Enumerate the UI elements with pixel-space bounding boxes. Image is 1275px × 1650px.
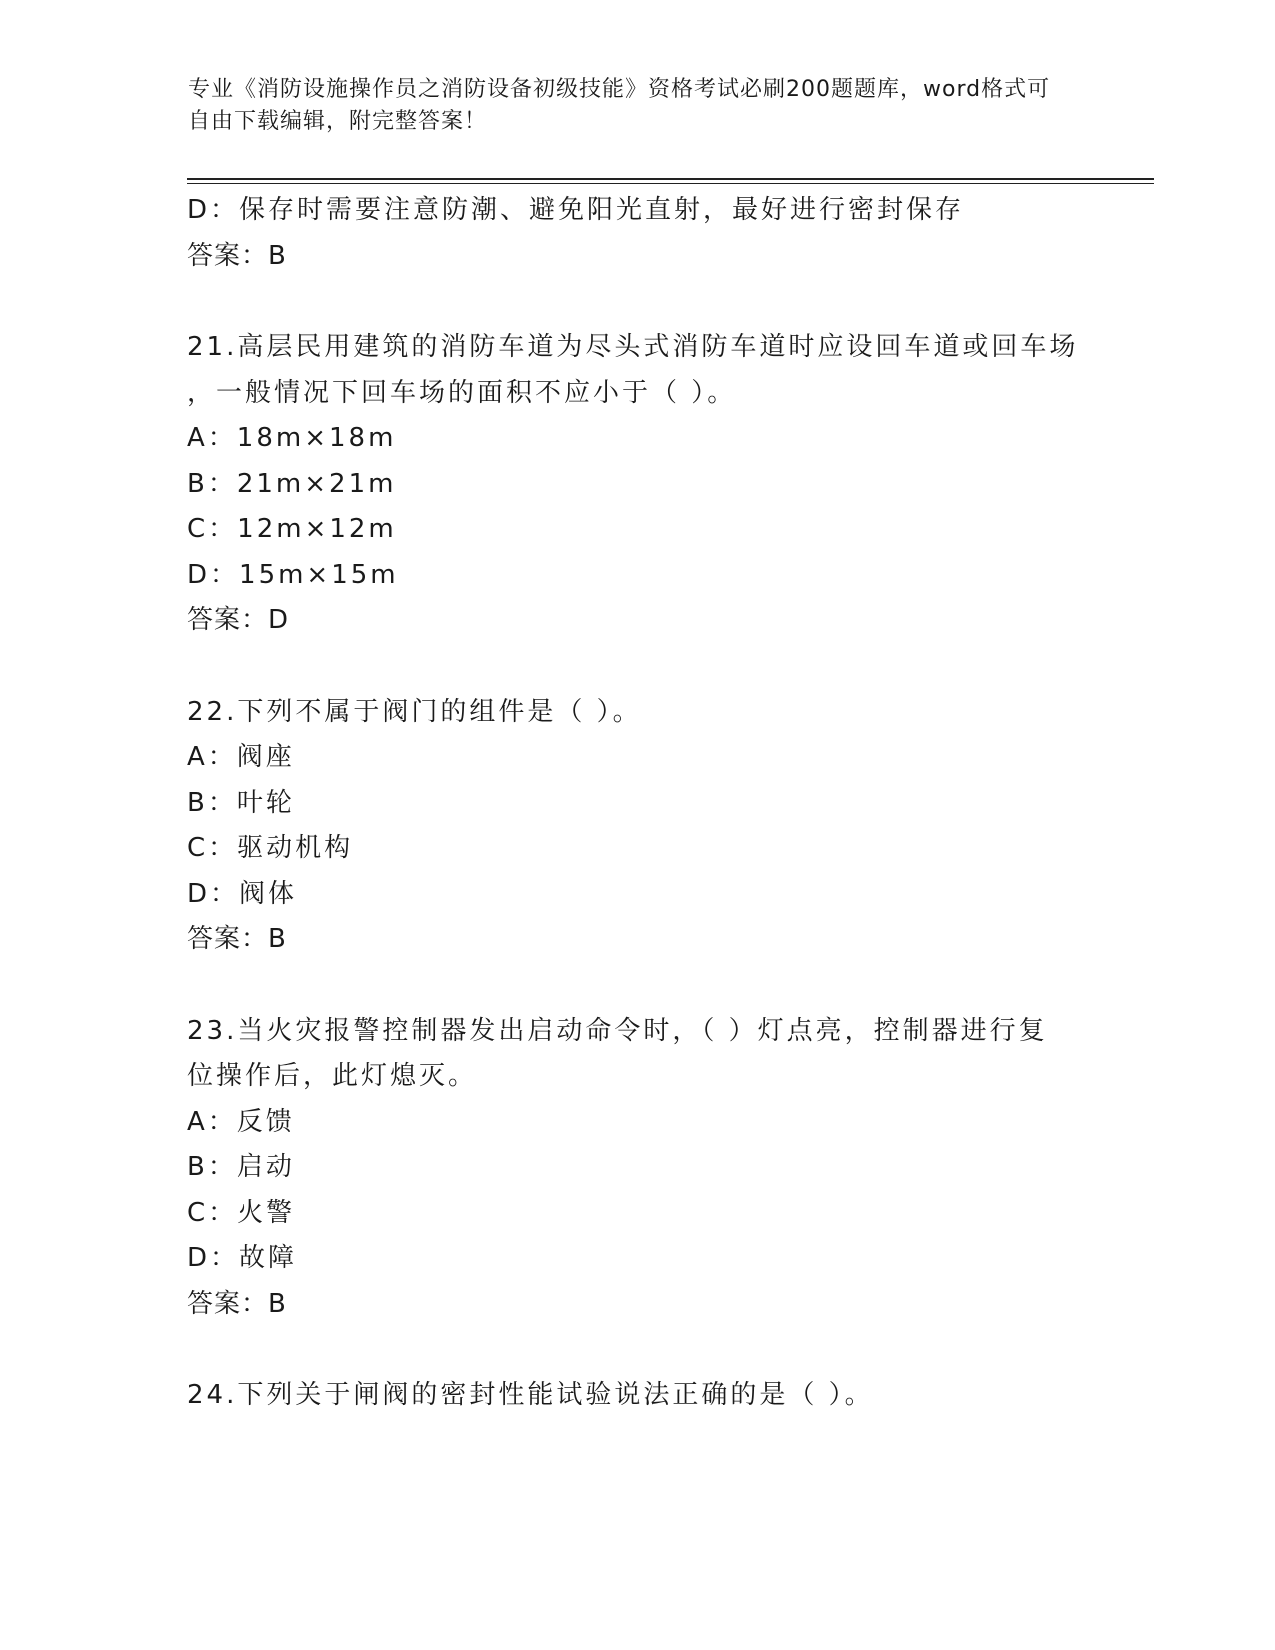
spacer xyxy=(187,963,1087,1009)
question-21-stem-line1: 21.高层民用建筑的消防车道为尽头式消防车道时应设回车道或回车场 xyxy=(187,332,1079,362)
question-21-option-b: B：21m×21m xyxy=(187,468,397,499)
question-23-stem-line1: 23.当火灾报警控制器发出启动命令时，（ ）灯点亮，控制器进行复 xyxy=(187,1015,1048,1046)
document-header xyxy=(188,74,1068,138)
question-22-option-a: A：阀座 xyxy=(187,742,295,772)
option-d-continued: D：保存时需要注意防潮、避免阳光直射，最好进行密封保存 xyxy=(187,195,965,225)
question-23-answer: 答案：B xyxy=(187,1288,287,1319)
question-24-stem-line1: 24.下列关于闸阀的密封性能试验说法正确的是（ ）。 xyxy=(187,1380,874,1410)
question-23-option-b: B：启动 xyxy=(187,1152,295,1182)
question-21-answer: 答案：D xyxy=(187,605,290,635)
question-22-stem-line1: 22.下列不属于阀门的组件是（ ）。 xyxy=(187,696,642,727)
spacer xyxy=(187,644,1087,690)
question-22-option-d: D：阀体 xyxy=(187,878,298,909)
header-divider-thick xyxy=(187,178,1154,180)
header-title: 专业《消防设施操作员之消防设备初级技能》资格考试必刷200题题库，word格式可自由下载编辑，附完整答案！ xyxy=(188,77,1051,134)
spacer xyxy=(187,279,1087,325)
question-23-option-a: A：反馈 xyxy=(187,1106,295,1137)
question-list xyxy=(187,188,1087,1419)
question-22-option-c: C：驱动机构 xyxy=(187,833,354,863)
question-21-stem-line2: ，一般情况下回车场的面积不应小于（ ）。 xyxy=(187,377,737,408)
question-21-option-d: D：15m×15m xyxy=(187,559,399,590)
question-23-option-d: D：故障 xyxy=(187,1243,298,1273)
question-22-answer: 答案：B xyxy=(187,924,287,954)
question-23-option-c: C：火警 xyxy=(187,1197,296,1228)
question-21-option-a: A：18m×18m xyxy=(187,423,397,453)
header-divider-thin xyxy=(187,183,1154,184)
answer-continued: 答案：B xyxy=(187,240,287,271)
spacer xyxy=(187,1327,1087,1373)
question-22-option-b: B：叶轮 xyxy=(187,787,295,818)
question-21-option-c: C：12m×12m xyxy=(187,514,397,544)
question-23-stem-line2: 位操作后，此灯熄灭。 xyxy=(187,1061,478,1091)
